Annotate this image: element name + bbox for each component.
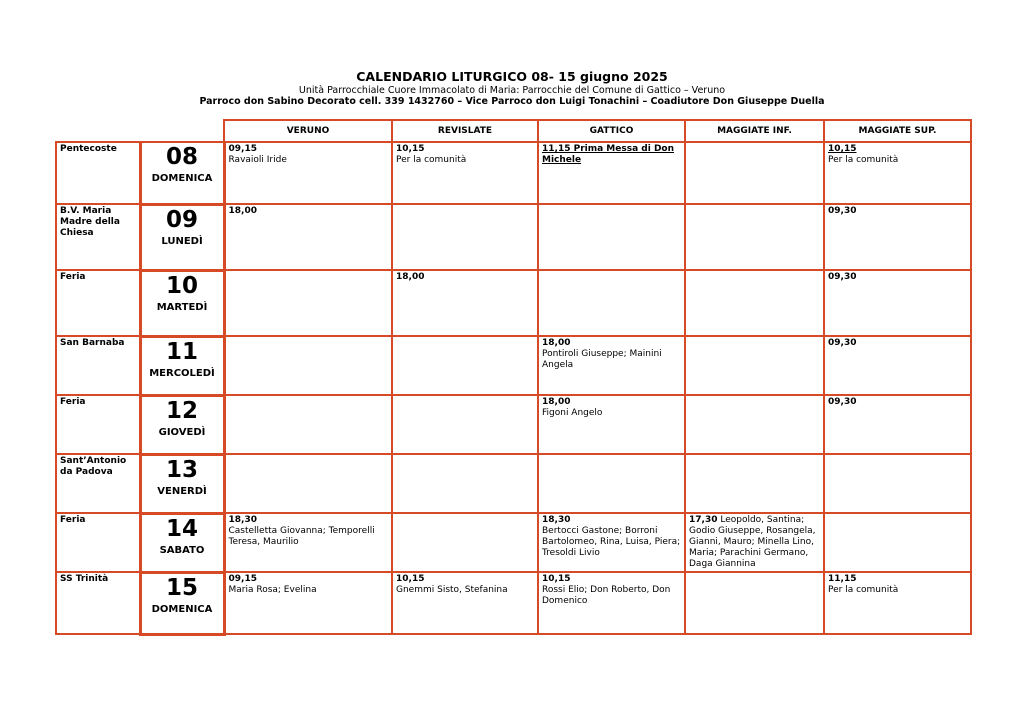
day-row <box>56 336 971 395</box>
feast-label: Sant’Antonio da Padova <box>56 454 140 513</box>
day-number: 09 <box>165 206 198 233</box>
column-header-maggiate-sup: MAGGIATE SUP. <box>824 120 971 142</box>
mass-cell <box>685 454 824 513</box>
mass-time: 09,15 <box>228 574 257 584</box>
mass-cell <box>538 513 685 572</box>
mass-cell <box>392 572 538 634</box>
mass-intention: Bertocci Gastone; Borroni Bartolomeo, Rina, Luisa, Piera; Tresoldi Livio <box>542 526 681 558</box>
day-cell <box>140 572 224 634</box>
mass-time: 09,30 <box>828 397 857 407</box>
mass-cell <box>224 204 392 270</box>
mass-cell <box>224 142 392 204</box>
mass-cell <box>824 270 971 336</box>
mass-intention: Leopoldo, Santina; Godio Giuseppe, Rosangela, Gianni, Mauro; Minella Lino, Maria; Parachini Germano, Daga Giannina <box>689 515 816 569</box>
day-number: 14 <box>165 515 198 542</box>
day-number: 12 <box>165 397 198 424</box>
column-header-maggiate-inf: MAGGIATE INF. <box>685 120 824 142</box>
day-cell <box>140 142 224 204</box>
day-name: MERCOLEDÌ <box>149 367 215 379</box>
mass-cell <box>392 513 538 572</box>
day-row <box>56 142 971 204</box>
feast-label: SS Trinità <box>56 572 140 634</box>
mass-time: 11,15 <box>828 574 857 584</box>
day-cell <box>140 513 224 572</box>
mass-cell <box>538 204 685 270</box>
mass-cell <box>685 336 824 395</box>
day-name: DOMENICA <box>151 173 213 184</box>
mass-time: 18,00 <box>542 338 571 348</box>
mass-cell <box>224 454 392 513</box>
day-row <box>56 204 971 270</box>
day-number: 15 <box>165 574 198 601</box>
mass-intention: Gnemmi Sisto, Stefanina <box>396 585 508 595</box>
feast-label: B.V. Maria Madre della Chiesa <box>56 204 140 270</box>
mass-time: 09,15 <box>228 144 257 154</box>
mass-time: 17,30 <box>689 515 718 525</box>
mass-time: 18,00 <box>228 206 257 216</box>
mass-cell <box>685 513 824 572</box>
mass-cell <box>224 270 392 336</box>
column-header-veruno: VERUNO <box>224 120 392 142</box>
mass-intention: Pontiroli Giuseppe; Mainini Angela <box>542 349 662 370</box>
day-row <box>56 572 971 634</box>
mass-time: 18,30 <box>542 515 571 525</box>
mass-cell <box>538 454 685 513</box>
mass-intention: Ravaioli Iride <box>228 155 287 165</box>
mass-cell <box>824 572 971 634</box>
liturgical-calendar-table <box>55 119 972 636</box>
mass-cell <box>538 142 685 204</box>
mass-time: 09,30 <box>828 206 857 216</box>
mass-cell <box>392 142 538 204</box>
mass-cell <box>392 204 538 270</box>
day-cell <box>140 270 224 336</box>
mass-time: 18,00 <box>542 397 571 407</box>
mass-cell <box>685 204 824 270</box>
mass-intention: Castelletta Giovanna; Temporelli Teresa, Maurilio <box>228 526 375 547</box>
mass-cell <box>224 336 392 395</box>
mass-time: 09,30 <box>828 338 857 348</box>
mass-intention: Figoni Angelo <box>542 408 603 418</box>
day-name: LUNEDÌ <box>161 235 203 247</box>
day-row <box>56 454 971 513</box>
page-title: CALENDARIO LITURGICO 08- 15 giugno 2025 <box>356 69 668 84</box>
mass-time: 09,30 <box>828 272 857 282</box>
day-cell <box>140 454 224 513</box>
day-cell <box>140 204 224 270</box>
day-row <box>56 513 971 572</box>
header-row <box>56 120 971 142</box>
day-name: DOMENICA <box>151 603 213 615</box>
mass-time: 18,30 <box>228 515 257 525</box>
clergy-line: Parroco don Sabino Decorato cell. 339 1432760 – Vice Parroco don Luigi Tonachini – Coadiutore Don Giuseppe Duella <box>199 96 825 107</box>
mass-cell <box>392 270 538 336</box>
mass-cell <box>538 572 685 634</box>
mass-cell <box>224 395 392 454</box>
mass-intention: Per la comunità <box>828 155 899 165</box>
corner-blank <box>56 120 140 142</box>
day-number: 13 <box>165 456 198 483</box>
mass-cell <box>538 336 685 395</box>
mass-cell <box>824 454 971 513</box>
mass-cell <box>824 142 971 204</box>
mass-cell <box>685 270 824 336</box>
mass-cell <box>685 572 824 634</box>
feast-label: Feria <box>56 395 140 454</box>
mass-cell <box>392 395 538 454</box>
column-header-revislate: REVISLATE <box>392 120 538 142</box>
day-cell <box>140 336 224 395</box>
mass-cell <box>392 454 538 513</box>
day-number: 10 <box>165 272 198 299</box>
day-cell <box>140 395 224 454</box>
mass-time: 10,15 <box>542 574 571 584</box>
corner-blank <box>140 120 224 142</box>
mass-intention: Maria Rosa; Evelina <box>228 585 317 595</box>
mass-cell <box>824 513 971 572</box>
feast-label: Feria <box>56 270 140 336</box>
mass-cell <box>685 395 824 454</box>
day-row <box>56 395 971 454</box>
day-name: VENERDÌ <box>157 485 207 497</box>
day-row <box>56 270 971 336</box>
mass-cell <box>538 395 685 454</box>
mass-intention: Per la comunità <box>396 155 467 165</box>
day-name: SABATO <box>159 544 205 556</box>
feast-label: San Barnaba <box>56 336 140 395</box>
day-name: GIOVEDÌ <box>158 426 206 438</box>
mass-cell <box>224 572 392 634</box>
mass-time: 10,15 <box>396 574 425 584</box>
day-name: MARTEDÌ <box>156 301 208 313</box>
feast-label: Pentecoste <box>56 142 140 204</box>
mass-cell <box>824 336 971 395</box>
mass-cell <box>224 513 392 572</box>
day-number: 11 <box>165 338 198 365</box>
mass-cell <box>685 142 824 204</box>
mass-cell <box>538 270 685 336</box>
column-header-gattico: GATTICO <box>538 120 685 142</box>
mass-time: 10,15 <box>828 144 857 154</box>
day-number: 08 <box>165 144 198 170</box>
mass-cell <box>824 395 971 454</box>
mass-time: 18,00 <box>396 272 425 282</box>
mass-intention: Per la comunità <box>828 585 899 595</box>
mass-intention: Rossi Elio; Don Roberto, Don Domenico <box>542 585 671 606</box>
page-subtitle: Unità Parrocchiale Cuore Immacolato di Maria: Parrocchie del Comune di Gattico – Veruno <box>298 85 726 96</box>
mass-cell <box>824 204 971 270</box>
mass-time: 10,15 <box>396 144 425 154</box>
feast-label: Feria <box>56 513 140 572</box>
mass-time: 11,15 Prima Messa di Don Michele <box>542 144 675 165</box>
mass-cell <box>392 336 538 395</box>
